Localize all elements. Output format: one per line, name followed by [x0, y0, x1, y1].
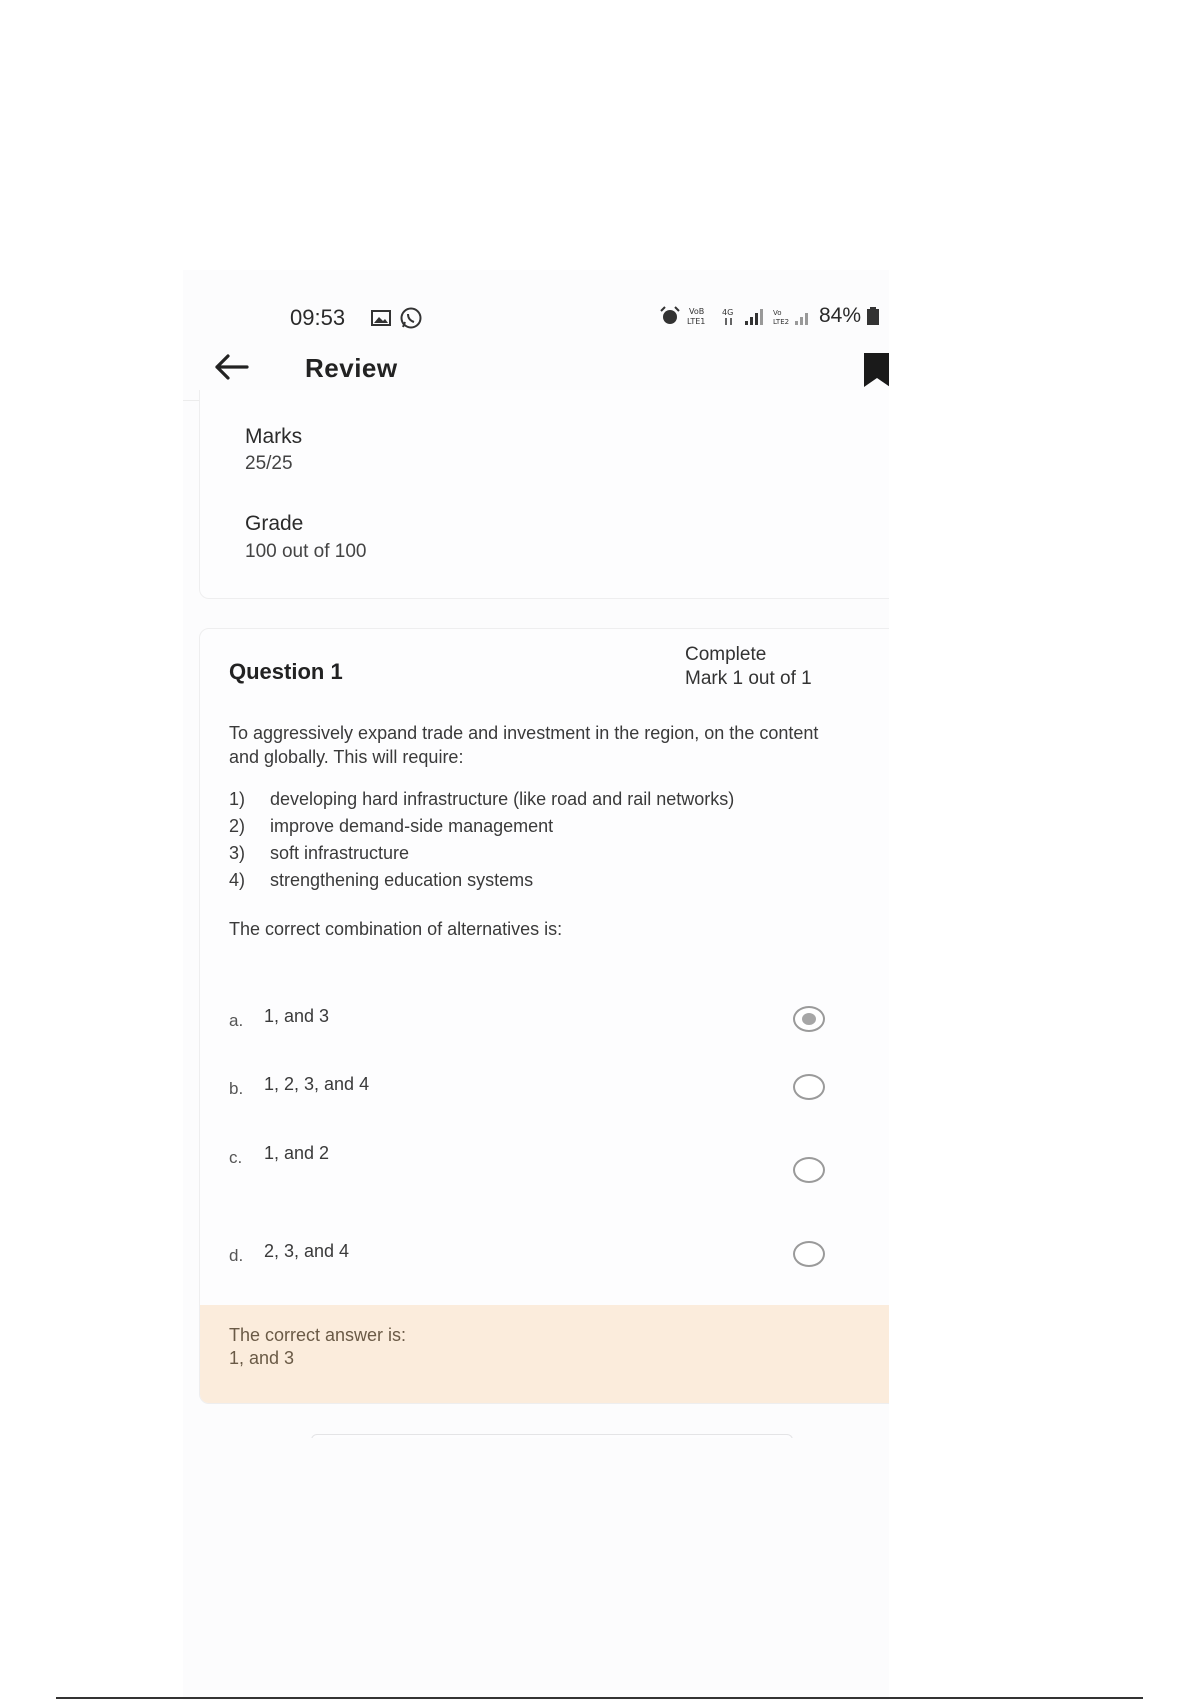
marks-label: Marks: [245, 425, 303, 448]
list-item-number: 2): [229, 816, 246, 836]
question-prompt: The correct combination of alternatives is:: [229, 919, 563, 939]
correct-answer-feedback: [200, 1305, 889, 1403]
marks-value: 25/25: [245, 453, 293, 474]
option-b-radio[interactable]: [793, 1074, 825, 1100]
svg-text:VoB: VoB: [688, 307, 705, 316]
list-item-number: 3): [229, 843, 246, 863]
option-a[interactable]: [200, 999, 889, 1049]
4g-icon: [721, 306, 737, 326]
question-status-block: [685, 643, 812, 691]
question-text: To aggressively expand trade and investment in the region, on the content and globally. This will require:: [229, 723, 819, 767]
list-item-number: 1): [229, 789, 246, 809]
option-c[interactable]: [200, 1136, 889, 1216]
option-a-radio[interactable]: [793, 1006, 825, 1032]
list-item-text: soft infrastructure: [270, 843, 410, 863]
phone-screen: [183, 270, 889, 1700]
option-letter: d.: [229, 1246, 244, 1265]
option-letter: a.: [229, 1011, 244, 1030]
feedback-value: 1, and 3: [229, 1348, 295, 1368]
arrow-left-icon[interactable]: [213, 352, 249, 382]
option-text: 1, 2, 3, and 4: [264, 1074, 370, 1094]
feedback-label: The correct answer is:: [229, 1325, 407, 1345]
list-item-text: improve demand-side management: [270, 816, 554, 836]
list-item-number: 4): [229, 870, 246, 890]
option-letter: b.: [229, 1079, 244, 1098]
bookmark-icon[interactable]: [864, 353, 889, 387]
option-d[interactable]: [200, 1234, 889, 1284]
status-icons-left: [371, 306, 423, 330]
question-mark: Mark 1 out of 1: [685, 668, 812, 689]
svg-text:Vo: Vo: [772, 309, 782, 317]
option-text: 1, and 2: [264, 1143, 330, 1163]
grade-label: Grade: [245, 512, 304, 535]
signal-icon: [743, 306, 767, 326]
list-item-text: strengthening education systems: [270, 870, 534, 890]
alarm-icon: [659, 306, 681, 326]
question-title: Question 1: [229, 659, 343, 684]
option-letter: c.: [229, 1148, 243, 1167]
option-text: 2, 3, and 4: [264, 1241, 350, 1261]
page-background: [183, 1438, 889, 1700]
page-title: Review: [305, 353, 398, 383]
status-icons-right: [659, 304, 879, 328]
volte-icon: [687, 306, 715, 326]
battery-level: 84%: [818, 304, 861, 327]
question-card: [199, 628, 889, 1404]
status-bar: [183, 270, 889, 330]
battery-icon: [867, 307, 879, 325]
svg-text:LTE2: LTE2: [772, 318, 790, 326]
gallery-icon: [371, 310, 391, 326]
svg-text:LTE1: LTE1: [686, 317, 706, 326]
question-status: Complete: [685, 644, 767, 665]
summary-card: [199, 390, 889, 599]
status-time: 09:53: [290, 305, 346, 330]
option-b[interactable]: [200, 1067, 889, 1117]
grade-value: 100 out of 100: [245, 541, 367, 562]
whatsapp-icon: [399, 306, 423, 330]
option-text: 1, and 3: [264, 1006, 330, 1026]
page-bottom-rule: [56, 1697, 1143, 1699]
svg-text:4G: 4G: [721, 308, 734, 317]
list-item-text: developing hard infrastructure (like road and rail networks): [270, 789, 735, 809]
option-c-radio[interactable]: [793, 1157, 825, 1183]
signal-icon: [773, 306, 813, 326]
option-d-radio[interactable]: [793, 1241, 825, 1267]
